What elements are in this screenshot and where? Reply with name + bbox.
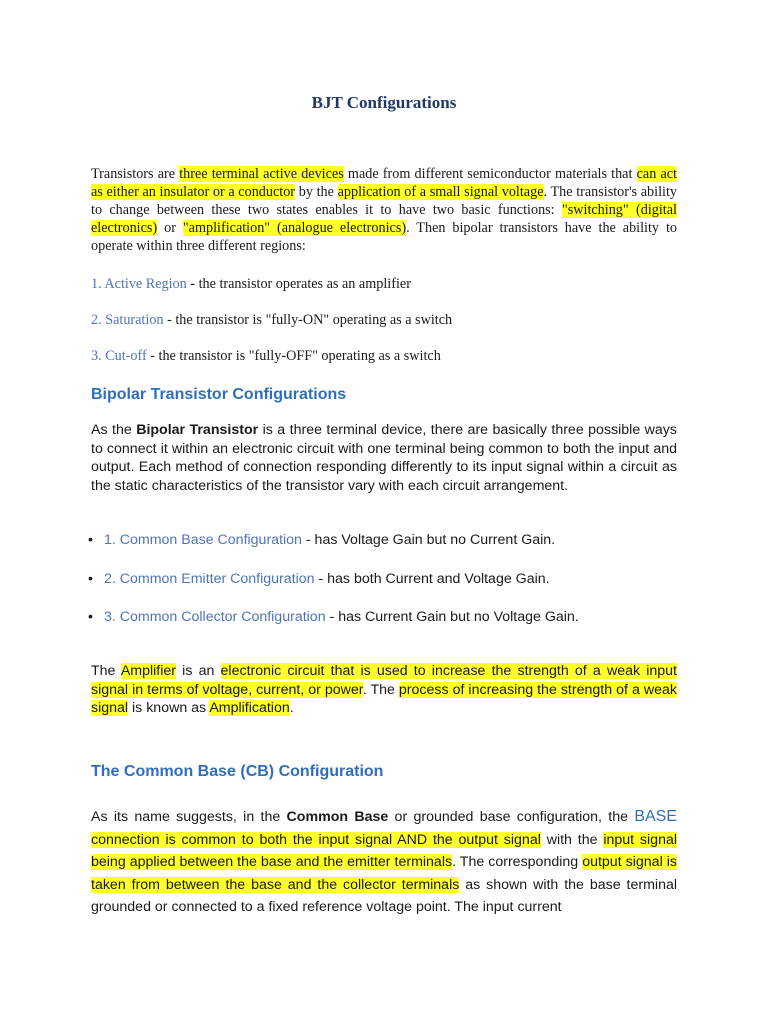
common-base-paragraph: [91, 806, 677, 919]
text-run: . Then bipolar transistors have the ability to operate within three different regions:: [91, 220, 677, 254]
text-run: is an: [176, 663, 221, 679]
highlighted-text: application of a small signal voltage: [337, 184, 544, 200]
config-description: - has Voltage Gain but no Current Gain.: [301, 532, 556, 548]
highlighted-text: process of increasing the strength of a weak signal: [91, 681, 677, 716]
highlighted-text: three terminal active devices: [179, 166, 344, 182]
region-name: 1. Active Region: [91, 276, 187, 292]
region-description: - the transistor is "fully-ON" operating as a switch: [163, 312, 453, 328]
text-run: or: [157, 220, 183, 236]
bullet-icon: •: [88, 571, 93, 587]
highlighted-text: "amplification" (analogue electronics): [182, 220, 407, 236]
text-run: or grounded base configuration, the: [388, 809, 635, 825]
bullet-icon: •: [88, 532, 93, 548]
section-heading-bipolar-configurations: Bipolar Transistor Configurations: [91, 386, 347, 403]
highlighted-text: Amplification: [209, 700, 290, 716]
text-run: . The transistor's ability to change between these two states enables it to have two basic functions:: [91, 184, 677, 218]
region-description: - the transistor is "fully-OFF" operating as a switch: [146, 348, 441, 364]
intro-paragraph: [91, 165, 677, 255]
config-list-item-common-emitter: [88, 571, 708, 587]
text-run: The: [91, 663, 121, 679]
bold-term: Common Base: [286, 809, 389, 825]
text-run: . The: [362, 681, 399, 698]
config-description: - has Current Gain but no Voltage Gain.: [325, 609, 579, 625]
text-run: with the: [540, 831, 604, 848]
config-name: 1. Common Base Configuration: [104, 532, 302, 548]
text-run: is known as: [128, 700, 210, 716]
emphasized-term: BASE: [634, 808, 677, 825]
config-description: - has both Current and Voltage Gain.: [314, 571, 550, 587]
text-run: As the: [91, 422, 137, 438]
highlighted-text: "switching" (digital electronics): [91, 202, 677, 236]
region-description: - the transistor operates as an amplifier: [186, 276, 411, 292]
bullet-icon: •: [88, 609, 93, 625]
highlighted-text: connection is common to both the input signal AND the output signal: [91, 831, 541, 848]
region-item-cutoff: [91, 347, 691, 365]
highlighted-text: Amplifier: [120, 663, 177, 679]
region-item-active: [91, 275, 691, 293]
text-run: by the: [295, 184, 338, 200]
region-name: 3. Cut-off: [91, 348, 147, 364]
text-run: made from different semiconductor materials that: [343, 166, 637, 182]
config-list-item-common-collector: [88, 609, 708, 625]
config-list-item-common-base: [88, 532, 708, 548]
document-title: BJT Configurations: [311, 93, 457, 112]
config-name: 2. Common Emitter Configuration: [104, 571, 315, 587]
highlighted-text: output signal is taken from between the base and the collector terminals: [91, 854, 677, 893]
region-name: 2. Saturation: [91, 312, 164, 328]
text-run: As its name suggests, in the: [91, 809, 287, 825]
text-run: as shown with the base terminal grounded or connected to a fixed reference voltage point. The input current: [91, 876, 677, 915]
text-run: .: [289, 700, 294, 716]
section-heading-common-base: The Common Base (CB) Configuration: [91, 763, 384, 780]
text-run: is a three terminal device, there are basically three possible ways to connect it within an electronic circuit with one terminal being common to both the input and output. Each method of connection responding differently to its input signal within a circuit as the static characteristics of the transistor vary with each circuit arrangement.: [91, 422, 677, 494]
text-run: . The corresponding: [452, 854, 583, 870]
bold-term: Bipolar Transistor: [136, 422, 259, 438]
highlighted-text: can act as either an insulator or a conductor: [91, 166, 677, 200]
text-run: Transistors are: [91, 166, 180, 182]
highlighted-text: input signal being applied between the base and the emitter terminals: [91, 831, 677, 870]
config-name: 3. Common Collector Configuration: [104, 609, 326, 625]
region-item-saturation: [91, 311, 691, 329]
amplifier-paragraph: [91, 662, 677, 718]
bipolar-paragraph: [91, 421, 677, 495]
highlighted-text: electronic circuit that is used to increase the strength of a weak input signal in terms of voltage, current, or power: [91, 663, 678, 698]
